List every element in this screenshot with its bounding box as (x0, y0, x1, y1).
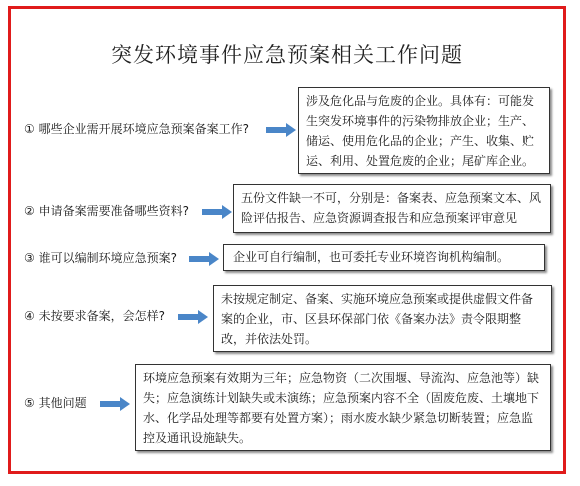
question-5: ⑤ 其他问题 (24, 396, 87, 410)
answer-box-3: 企业可自行编制，也可委托专业环境咨询机构编制。 (223, 244, 545, 271)
answer-box-4: 未按规定制定、备案、实施环境应急预案或提供虚假文件备案的企业，市、区县环保部门依《备案办法》责令限期整改，并依法处罚。 (213, 285, 552, 352)
question-4: ④ 未按要求备案，会怎样? (24, 309, 165, 323)
arrow-right-icon (266, 123, 296, 137)
answer-box-2: 五份文件缺一不可，分别是：备案表、应急预案文本、风险评估报告、应急资源调查报告和应急预案评审意见 (233, 184, 551, 233)
diagram-title: 突发环境事件应急预案相关工作问题 (111, 43, 463, 67)
arrow-right-icon (189, 252, 219, 266)
question-1: ① 哪些企业需开展环境应急预案备案工作? (24, 122, 249, 136)
arrow-right-icon (202, 205, 232, 219)
answer-box-1: 涉及危化品与危废的企业。具体有：可能发生突发环境事件的污染物排放企业；生产、储运、使用危化品的企业；产生、收集、贮运、利用、处置危废的企业；尾矿库企业。 (298, 87, 550, 174)
answer-box-5: 环境应急预案有效期为三年；应急物资（二次围堰、导流沟、应急池等）缺失；应急演练计划缺失或未演练；应急预案内容不全（固废危废、土壤地下水、化学品处理等都要有处置方案）；雨水废水缺少紧急切断装置；应急监控及通讯设施缺失。 (135, 364, 551, 451)
arrow-right-icon (178, 310, 208, 324)
question-2: ② 申请备案需要准备哪些资料? (24, 204, 189, 218)
arrow-right-icon (100, 397, 130, 411)
question-3: ③ 谁可以编制环境应急预案? (24, 251, 177, 265)
